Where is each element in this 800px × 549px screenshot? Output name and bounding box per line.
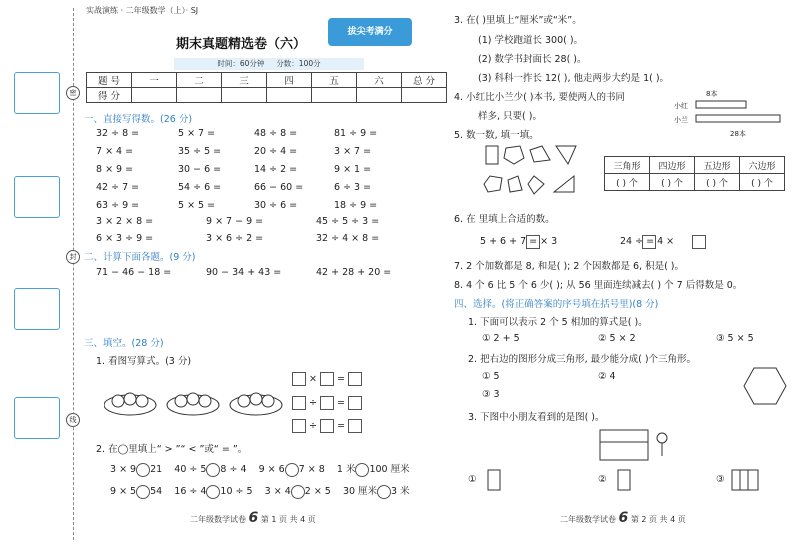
footer-left: 二年级数学试卷 6 第 1 页 共 4 页 <box>190 510 316 526</box>
calc-item: 81 ÷ 9 = <box>334 128 378 139</box>
compare-circle[interactable] <box>377 485 391 499</box>
footer-right: 二年级数学试卷 6 第 2 页 共 4 页 <box>560 510 686 526</box>
table-header: 五边形 <box>695 157 740 174</box>
calc-item: 45 ÷ 5 ÷ 3 = <box>316 216 380 227</box>
choice-option[interactable]: ② <box>598 474 607 485</box>
calc-item: 42 ÷ 7 = <box>96 182 140 193</box>
question-4b: 样多, 只要( )。 <box>478 111 542 122</box>
question-1: 1. 看图写算式。(3 分) <box>96 356 192 367</box>
score-header: 总 分 <box>402 73 447 88</box>
score-header: 一 <box>132 73 177 88</box>
calc-item: 9 × 7 − 9 = <box>206 216 264 227</box>
choice-option[interactable]: ① <box>468 474 477 485</box>
calc-item: 66 − 60 = <box>254 182 304 193</box>
score-cell[interactable] <box>357 88 402 103</box>
answer-box[interactable] <box>320 396 334 410</box>
plate-icon <box>230 393 282 415</box>
compare-circle[interactable] <box>136 485 150 499</box>
table-header: 三角形 <box>605 157 650 174</box>
calc-item: 8 × 9 = <box>96 164 134 175</box>
score-header: 六 <box>357 73 402 88</box>
q3-item: (3) 科科一拃长 12( ), 他走两步大约是 1( )。 <box>478 73 670 84</box>
calc-item: 20 ÷ 4 = <box>254 146 298 157</box>
tomato-plates-illustration <box>104 383 284 419</box>
question-5: 5. 数一数, 填一填。 <box>454 130 539 141</box>
choice-option[interactable]: ① 2 + 5 <box>482 333 520 344</box>
compare-circle[interactable] <box>206 463 220 477</box>
calc-item: 5 × 5 = <box>178 200 216 211</box>
binding-sidebar <box>0 0 72 549</box>
score-header: 四 <box>267 73 312 88</box>
operator: = <box>337 420 346 432</box>
calc-item: 7 × 4 = <box>96 146 134 157</box>
operator: ÷ <box>309 397 317 409</box>
q6-a: 5 + 6 + 7 = × 3 <box>480 236 558 247</box>
operator: = <box>337 397 346 409</box>
calc-item: 3 × 6 ÷ 2 = <box>206 233 264 244</box>
answer-box[interactable] <box>320 419 334 433</box>
table-header: 四边形 <box>650 157 695 174</box>
calc-item: 30 − 6 = <box>178 164 222 175</box>
operator: ÷ <box>309 420 317 432</box>
answer-box[interactable] <box>692 235 706 249</box>
calc-item: 6 ÷ 3 = <box>334 182 372 193</box>
hexagon-icon <box>742 366 788 406</box>
answer-box[interactable] <box>320 372 334 386</box>
answer-box[interactable] <box>642 235 656 249</box>
answer-box[interactable] <box>292 372 306 386</box>
section-2-title: 二、计算下面各题。(9 分) <box>84 252 196 263</box>
shapes-figure <box>480 142 580 206</box>
calc-item: 32 ÷ 8 = <box>96 128 140 139</box>
compare-circle[interactable] <box>136 463 150 477</box>
calc-item: 6 × 3 ÷ 9 = <box>96 233 154 244</box>
time-score-bar <box>174 58 364 70</box>
book-bar-diagram <box>674 88 786 140</box>
equation-row <box>292 419 362 433</box>
choice-2: 2. 把右边的图形分成三角形, 最少能分成( )个三角形。 <box>468 354 697 365</box>
label-28-books: 28本 <box>730 130 746 138</box>
answer-box[interactable] <box>348 419 362 433</box>
compare-circle[interactable] <box>355 463 369 477</box>
score-cell[interactable] <box>402 88 447 103</box>
calc-item: 18 ÷ 9 = <box>334 200 378 211</box>
seal-mark: 密 <box>66 86 80 100</box>
score-row-label: 得 分 <box>87 88 132 103</box>
score-cell[interactable] <box>222 88 267 103</box>
compare-circle[interactable] <box>285 463 299 477</box>
calc-item: 32 ÷ 4 × 8 = <box>316 233 380 244</box>
calc-item: 35 ÷ 5 = <box>178 146 222 157</box>
score-cell[interactable] <box>177 88 222 103</box>
label-xiaohong: 小红 <box>674 102 688 110</box>
calc-item: 48 ÷ 8 = <box>254 128 298 139</box>
choice-option[interactable]: ② 5 × 2 <box>598 333 636 344</box>
plate-icon <box>104 393 156 415</box>
answer-box[interactable] <box>292 419 306 433</box>
equation-row <box>292 372 362 386</box>
score-header: 题 号 <box>87 73 132 88</box>
choice-option[interactable]: ③ <box>716 474 725 485</box>
name-field[interactable] <box>14 288 60 330</box>
seal-mark: 封 <box>66 250 80 264</box>
calc-item: 42 + 28 + 20 = <box>316 267 392 278</box>
plate-icon <box>167 393 219 415</box>
label-xiaolan: 小兰 <box>674 116 688 124</box>
calc-item: 90 − 34 + 43 = <box>206 267 282 278</box>
piano-back-view-icon <box>730 468 760 492</box>
table-header: 六边形 <box>740 157 785 174</box>
answer-box[interactable] <box>292 396 306 410</box>
compare-row: 3 × 9 21 40 ÷ 5 8 ÷ 4 9 × 6 7 × 8 1 米 100 厘米 <box>110 464 410 475</box>
student-id-field[interactable] <box>14 397 60 439</box>
count-cell[interactable]: ( ) 个 <box>740 174 785 191</box>
piano-child-illustration <box>596 424 676 464</box>
seal-mark: 线 <box>66 413 80 427</box>
score-cell[interactable] <box>267 88 312 103</box>
page-title: 期末真题精选卷（六） <box>176 37 307 52</box>
operator: = <box>337 373 346 385</box>
badge: 拔尖考满分 <box>328 18 412 46</box>
question-4a: 4. 小红比小兰少( )本书, 要使两人的书同 <box>454 92 626 103</box>
equation-row <box>292 396 362 410</box>
choice-option[interactable]: ③ 5 × 5 <box>716 333 754 344</box>
section-3-title: 三、填空。(28 分) <box>84 338 164 349</box>
label-8-books: 8本 <box>706 90 718 98</box>
q3-item: (2) 数学书封面长 28( )。 <box>478 54 587 65</box>
question-2: 2. 在◯里填上“ > ”“ < ”或“ = ”。 <box>96 444 248 455</box>
count-cell[interactable]: ( ) 个 <box>695 174 740 191</box>
series-label: 实战演练 · 二年级数学（上）· SJ <box>86 6 199 15</box>
count-cell[interactable]: ( ) 个 <box>650 174 695 191</box>
calc-item: 9 × 1 = <box>334 164 372 175</box>
calc-item: 54 ÷ 6 = <box>178 182 222 193</box>
shape-count-table <box>604 156 785 191</box>
calc-item: 5 × 7 = <box>178 128 216 139</box>
piano-side-view-icon <box>614 468 634 492</box>
calc-item: 3 × 2 × 8 = <box>96 216 154 227</box>
score-header: 二 <box>177 73 222 88</box>
choice-option[interactable]: ① 5 <box>482 371 500 382</box>
q3-item: (1) 学校跑道长 300( )。 <box>478 35 584 46</box>
score-header: 五 <box>312 73 357 88</box>
calc-item: 14 ÷ 2 = <box>254 164 298 175</box>
choice-1: 1. 下面可以表示 2 个 5 相加的算式是( )。 <box>468 317 648 328</box>
choice-3: 3. 下图中小朋友看到的是图( )。 <box>468 412 605 423</box>
school-field[interactable] <box>14 72 60 114</box>
choice-option[interactable]: ③ 3 <box>482 389 500 400</box>
compare-circle[interactable] <box>206 485 220 499</box>
question-6: 6. 在 里填上合适的数。 <box>454 214 555 225</box>
time-label: 时间：60分钟 <box>217 59 265 68</box>
operator: × <box>309 373 317 385</box>
answer-box[interactable] <box>348 396 362 410</box>
question-7: 7. 2 个加数都是 8, 和是( ); 2 个因数都是 6, 积是( )。 <box>454 261 685 272</box>
section-4-title: 四、选择。(将正确答案的序号填在括号里)(8 分) <box>454 299 659 310</box>
class-field[interactable] <box>14 176 60 218</box>
compare-circle[interactable] <box>291 485 305 499</box>
q6-b: 24 ÷ = 4 × <box>620 236 675 247</box>
score-cell[interactable] <box>312 88 357 103</box>
question-8: 8. 4 个 6 比 5 个 6 少( ); 从 56 里面连续减去( ) 个 7 后得数是 0。 <box>454 280 743 291</box>
score-table <box>86 72 447 103</box>
count-cell[interactable]: ( ) 个 <box>605 174 650 191</box>
calc-item: 71 − 46 − 18 = <box>96 267 172 278</box>
section-1-title: 一、直接写得数。(26 分) <box>84 114 193 125</box>
piano-side-view-icon <box>484 468 504 492</box>
calc-item: 30 ÷ 6 = <box>254 200 298 211</box>
question-3: 3. 在( )里填上“厘米”或“米”。 <box>454 15 582 26</box>
choice-option[interactable]: ② 4 <box>598 371 616 382</box>
score-header: 三 <box>222 73 267 88</box>
score-cell[interactable] <box>132 88 177 103</box>
calc-item: 3 × 7 = <box>334 146 372 157</box>
calc-item: 63 ÷ 9 = <box>96 200 140 211</box>
answer-box[interactable] <box>526 235 540 249</box>
answer-box[interactable] <box>348 372 362 386</box>
compare-row: 9 × 5 54 16 ÷ 4 10 ÷ 5 3 × 4 2 × 5 30 厘米 3 米 <box>110 486 410 497</box>
score-label: 分数：100分 <box>276 59 321 68</box>
